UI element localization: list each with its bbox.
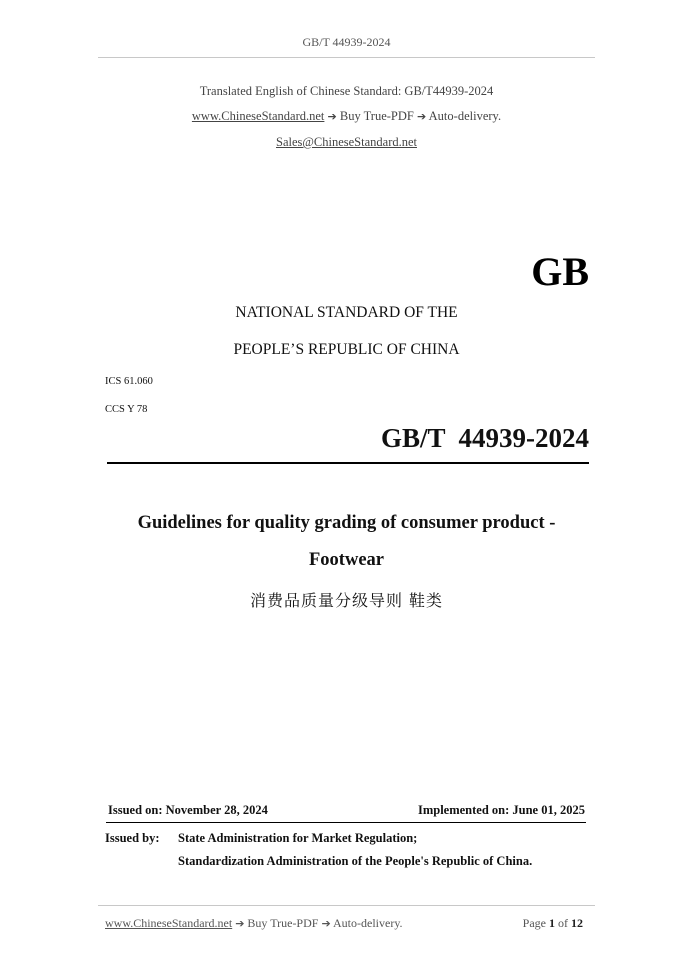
page-word: Page bbox=[522, 916, 546, 930]
header-divider bbox=[98, 57, 595, 58]
implemented-on-date: Implemented on: June 01, 2025 bbox=[417, 803, 585, 817]
auto-delivery-text: Auto-delivery. bbox=[428, 109, 502, 123]
ccs-code: CCS Y 78 bbox=[105, 404, 148, 415]
arrow-right-icon: ➔ bbox=[235, 917, 245, 930]
site-link[interactable]: www.ChineseStandard.net bbox=[191, 109, 325, 123]
footer-site-link[interactable]: www.ChineseStandard.net bbox=[105, 916, 233, 930]
english-title-line-1: Guidelines for quality grading of consumer product - bbox=[137, 513, 556, 533]
standard-number-rule bbox=[107, 462, 589, 464]
standard-number: GB/T 44939-2024 bbox=[380, 423, 589, 453]
buy-pdf-text: Buy True-PDF bbox=[339, 109, 414, 123]
promo-line bbox=[0, 109, 693, 124]
national-standard-line-2: PEOPLE’S REPUBLIC OF CHINA bbox=[233, 341, 460, 358]
issued-by-label: Issued by: bbox=[105, 831, 160, 845]
dates-divider bbox=[106, 822, 586, 823]
english-title-line-2: Footwear bbox=[309, 550, 384, 570]
arrow-right-icon: ➔ bbox=[321, 917, 331, 930]
page-indicator bbox=[523, 916, 583, 931]
issuer-line-1: State Administration for Market Regulation; bbox=[178, 831, 418, 845]
sales-email-link[interactable]: Sales@ChineseStandard.net bbox=[276, 135, 417, 149]
chinese-title: 消费品质量分级导则 鞋类 bbox=[249, 591, 444, 610]
arrow-right-icon: ➔ bbox=[327, 110, 337, 123]
national-standard-line-1: NATIONAL STANDARD OF THE bbox=[235, 304, 458, 321]
ics-code: ICS 61.060 bbox=[105, 376, 153, 387]
page-current: 1 bbox=[549, 916, 555, 930]
sales-line bbox=[0, 135, 693, 150]
of-word: of bbox=[558, 916, 568, 930]
footer-delivery-text: Auto-delivery. bbox=[333, 916, 403, 930]
page-total: 12 bbox=[571, 916, 583, 930]
gb-logo-mark: GB bbox=[531, 249, 589, 294]
translation-notice: Translated English of Chinese Standard: GB/T44939-2024 bbox=[199, 84, 494, 98]
arrow-right-icon: ➔ bbox=[417, 110, 427, 123]
issuer-line-2: Standardization Administration of the People's Republic of China. bbox=[178, 854, 533, 868]
footer-divider bbox=[98, 905, 595, 906]
issued-on-date: Issued on: November 28, 2024 bbox=[108, 803, 268, 817]
footer-buy-text: Buy True-PDF bbox=[247, 916, 319, 930]
header-standard-code: GB/T 44939-2024 bbox=[302, 35, 391, 49]
footer-promo bbox=[105, 916, 403, 931]
